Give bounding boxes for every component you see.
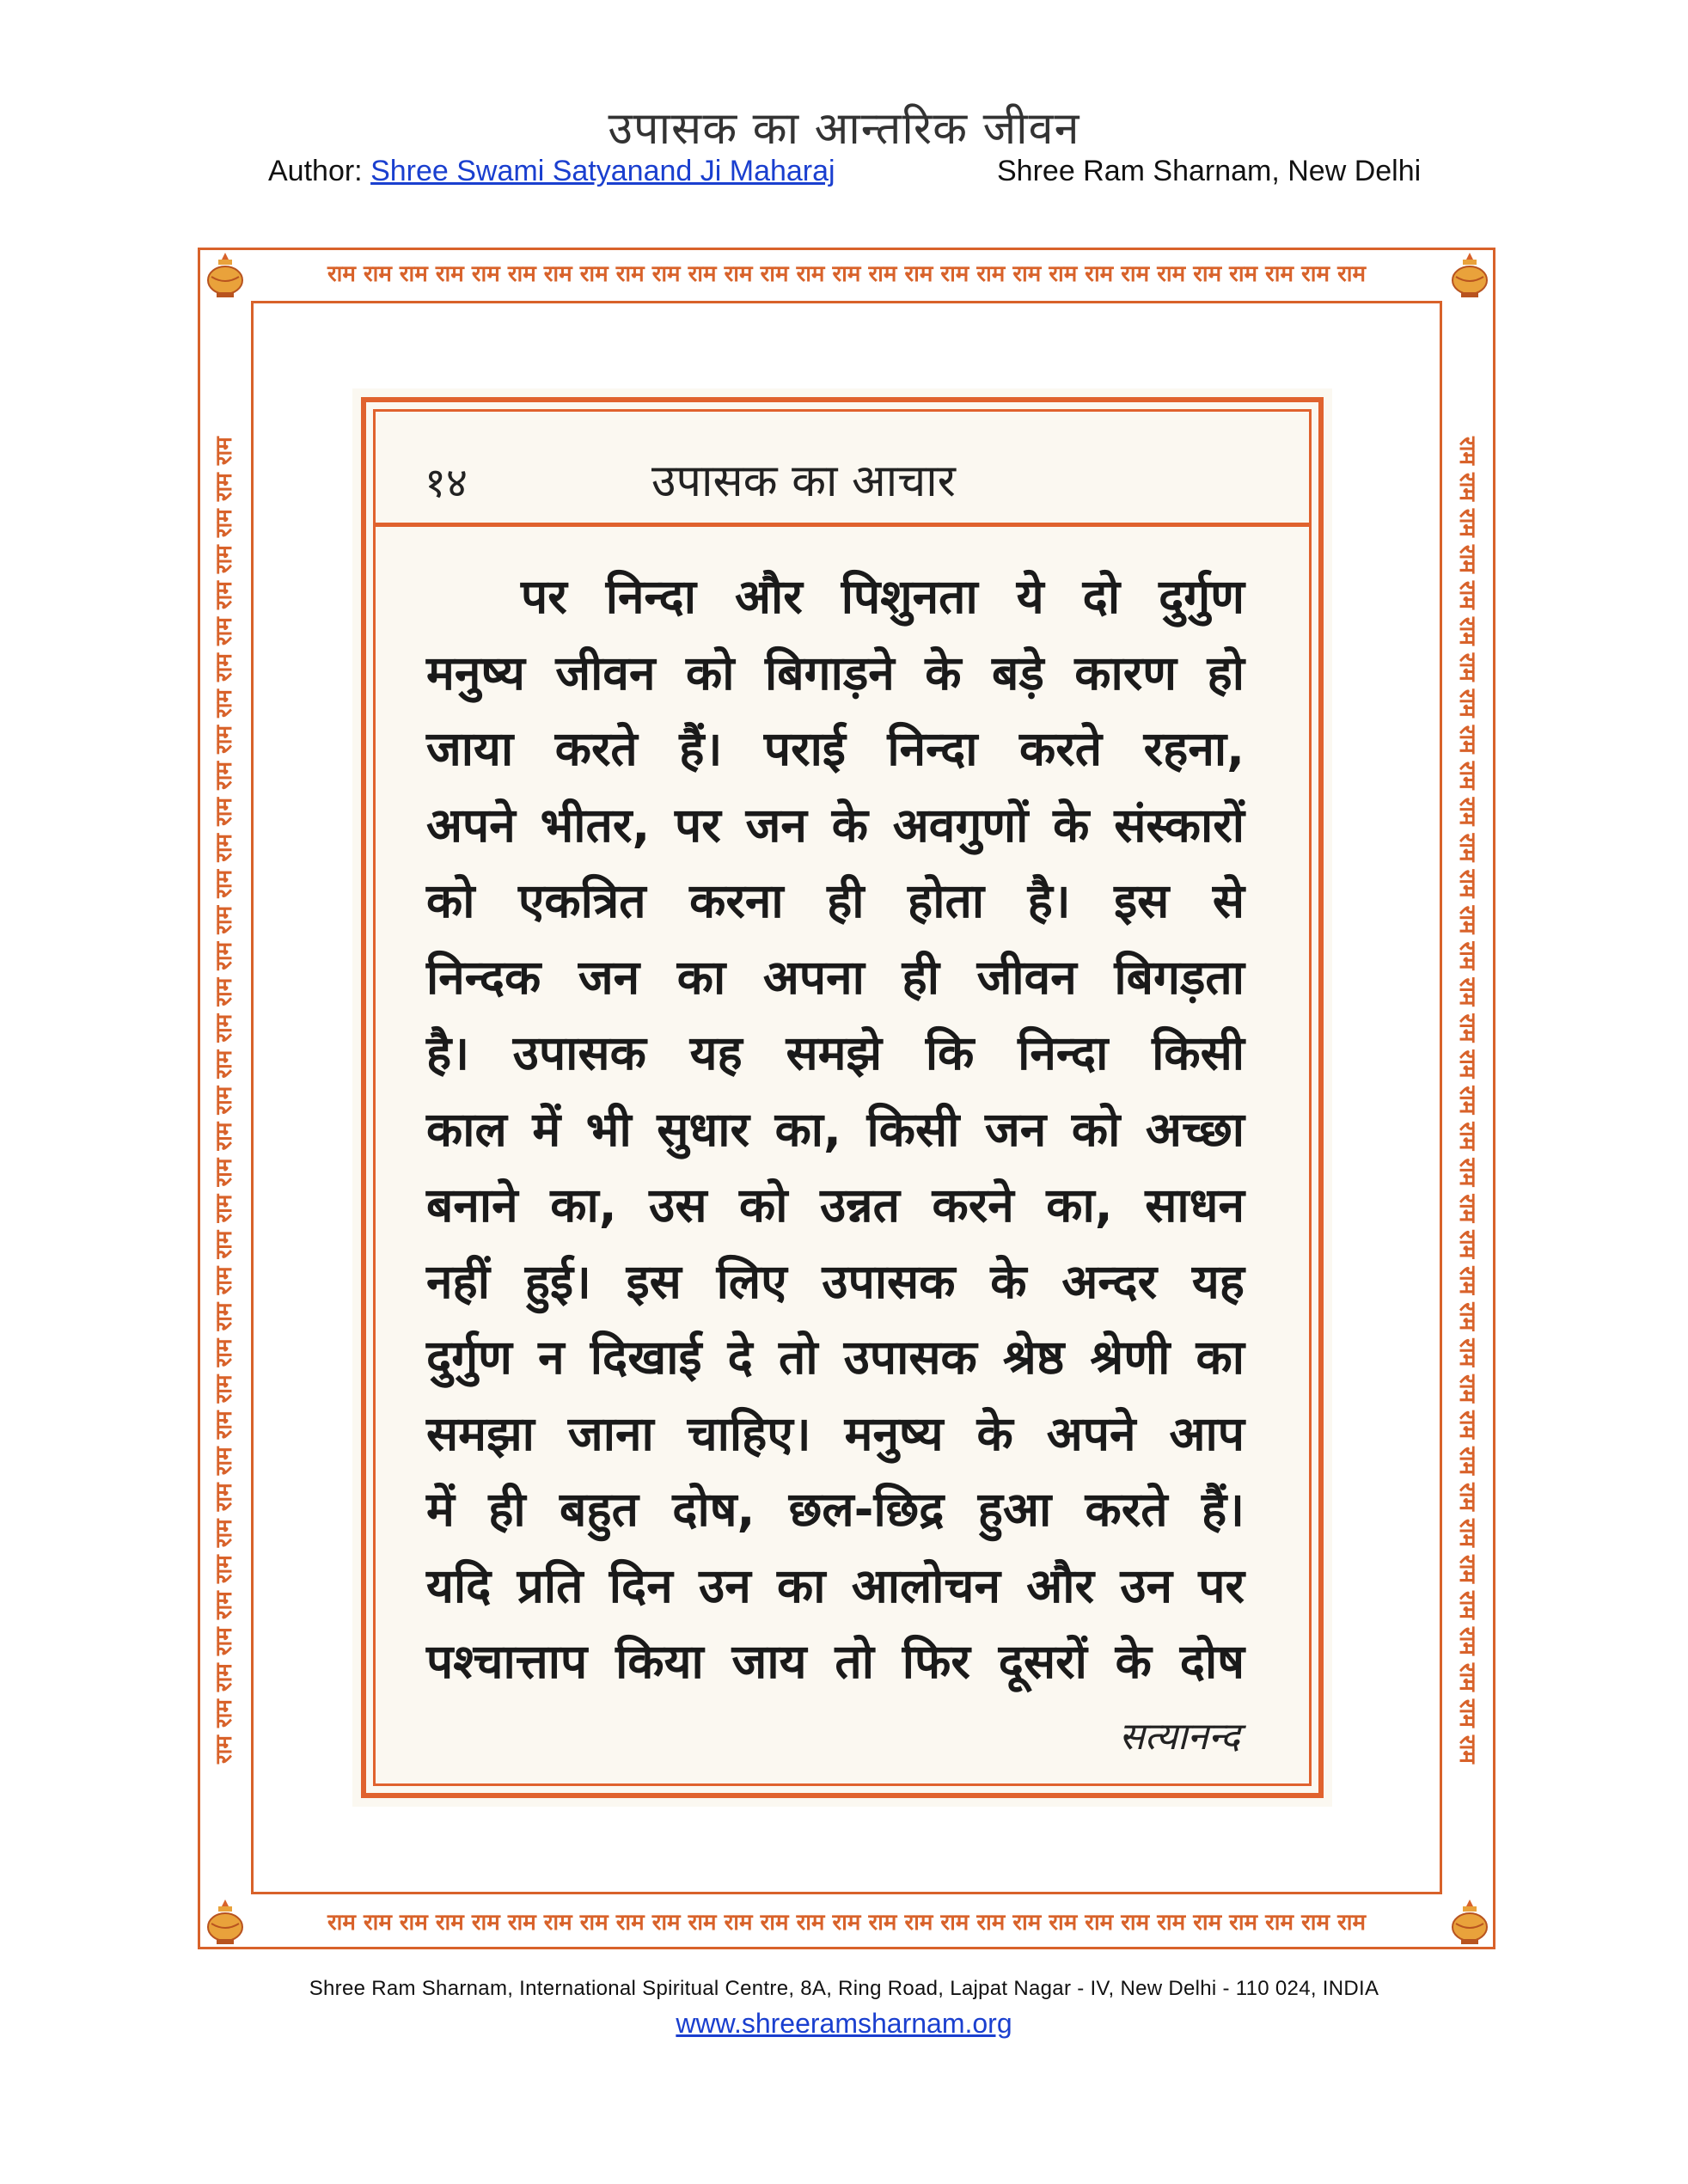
organization-name: Shree Ram Sharnam, New Delhi: [997, 155, 1422, 187]
text-line: अपने भीतर, पर जन के अवगुणों के संस्कारों: [426, 797, 1245, 853]
text-line: जाया करते हैं। पराई निन्दा करते रहना,: [426, 721, 1245, 776]
document-title: उपासक का आन्तरिक जीवन: [608, 103, 1080, 155]
text-line: है। उपासक यह समझे कि निन्दा किसी: [426, 1025, 1245, 1080]
text-line: पश्चात्ताप किया जाय तो फिर दूसरों के दोष: [426, 1634, 1245, 1689]
text-line: दुर्गुण न दिखाई दे तो उपासक श्रेष्ठ श्रेणी का: [426, 1330, 1245, 1385]
text-line: नहीं हुई। इस लिए उपासक के अन्दर यह: [426, 1253, 1245, 1309]
author-label: Author:: [268, 155, 371, 187]
kalash-icon: [203, 1898, 248, 1946]
ram-border-right: राम राम राम राम राम राम राम राम राम राम राम राम राम राम राम राम राम राम राम राम राम राम राम राम राम राम राम राम राम राम राम राम राम राम राम राम राम: [1454, 437, 1480, 1764]
text-line: मनुष्य जीवन को बिगाड़ने के बड़े कारण हो: [426, 645, 1245, 700]
body-paragraph: [426, 559, 1245, 1700]
text-line: समझा जाना चाहिए। मनुष्य के अपने आप: [426, 1405, 1245, 1461]
footer-address: Shree Ram Sharnam, International Spiritual Centre, 8A, Ring Road, Lajpat Nagar - IV, New Delhi - 110 024, INDIA: [309, 1977, 1379, 2000]
ram-border-top: राम राम राम राम राम राम राम राम राम राम राम राम राम राम राम राम राम राम राम राम राम राम राम राम राम राम राम राम राम: [327, 261, 1366, 287]
text-line: को एकत्रित करना ही होता है। इस से: [426, 873, 1245, 928]
website-link[interactable]: www.shreeramsharnam.org: [676, 2008, 1012, 2039]
text-line: निन्दक जन का अपना ही जीवन बिगड़ता: [426, 949, 1245, 1005]
author-line: [268, 155, 835, 188]
chapter-title: उपासक का आचार: [651, 456, 956, 507]
text-line: पर निन्दा और पिशुनता ये दो दुर्गुण: [521, 569, 1245, 624]
ram-border-bottom: राम राम राम राम राम राम राम राम राम राम राम राम राम राम राम राम राम राम राम राम राम राम राम राम राम राम राम राम राम: [327, 1910, 1366, 1936]
text-line: में ही बहुत दोष, छल-छिद्र हुआ करते हैं।: [426, 1482, 1245, 1537]
text-line: यदि प्रति दिन उन का आलोचन और उन पर: [426, 1557, 1245, 1613]
text-line: बनाने का, उस को उन्नत करने का, साधन: [426, 1178, 1245, 1233]
kalash-icon: [1447, 251, 1492, 299]
header-divider: [376, 523, 1309, 527]
author-link[interactable]: Shree Swami Satyanand Ji Maharaj: [370, 155, 835, 187]
text-line: काल में भी सुधार का, किसी जन को अच्छा: [426, 1101, 1245, 1157]
page-number: १४: [425, 459, 468, 507]
handwritten-signature: सत्यानन्द: [1119, 1715, 1240, 1759]
kalash-icon: [1447, 1898, 1492, 1946]
kalash-icon: [203, 251, 248, 299]
footer-url-wrapper: [0, 2008, 1688, 2040]
ram-border-left: राम राम राम राम राम राम राम राम राम राम राम राम राम राम राम राम राम राम राम राम राम राम राम राम राम राम राम राम राम राम राम राम राम राम राम राम राम: [211, 437, 237, 1764]
